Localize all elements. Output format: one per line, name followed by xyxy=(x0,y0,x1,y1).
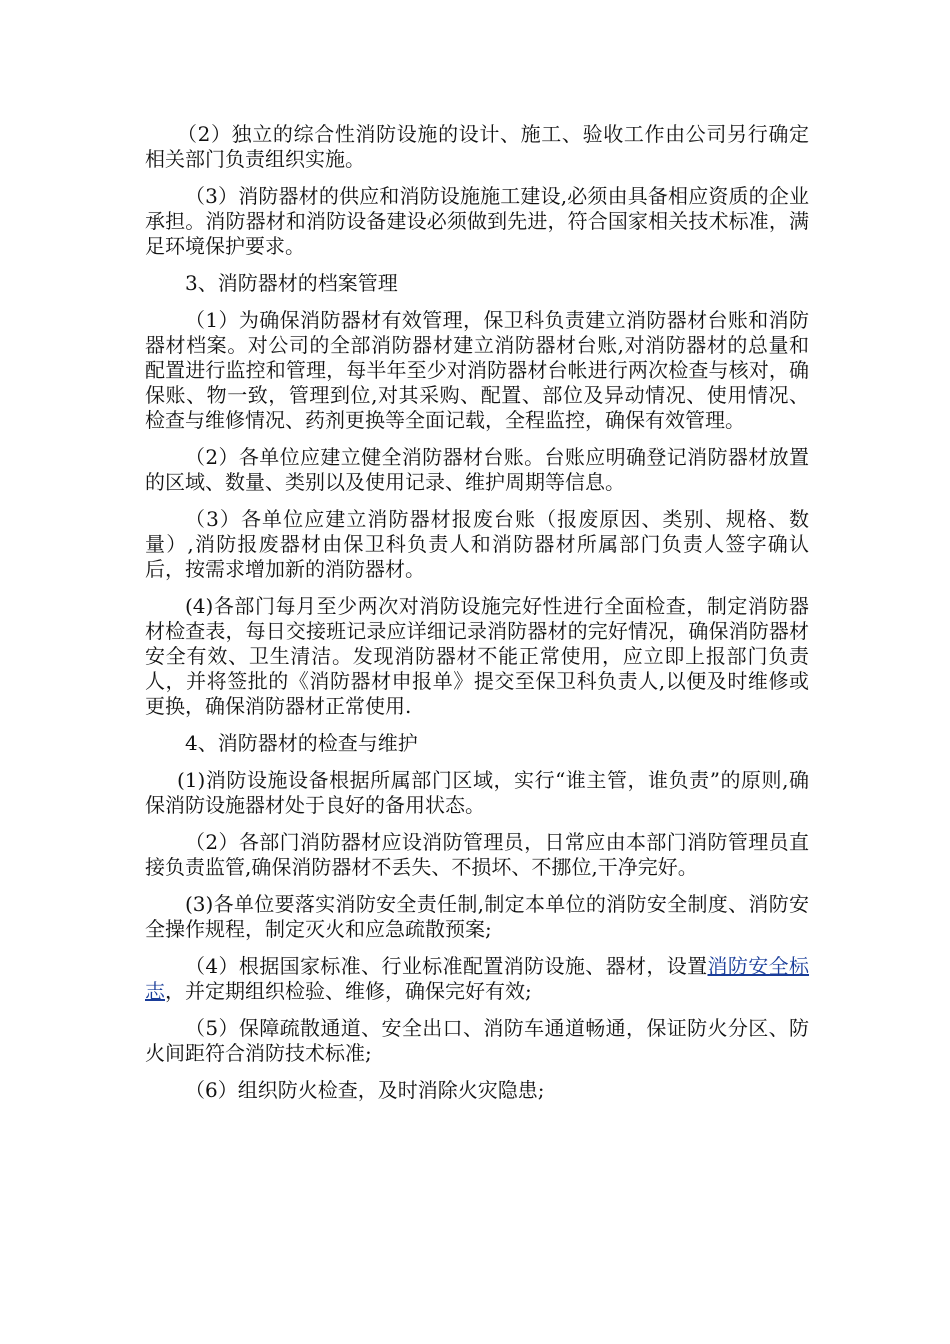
paragraph-responsibility-principle: (1)消防设施设备根据所属部门区域，实行“谁主管，谁负责”的原则,确保消防设施器材处于良好的备用状态。 xyxy=(145,768,809,817)
document-body xyxy=(145,122,809,1115)
paragraph-ledger-archive: （1）为确保消防器材有效管理，保卫科负责建立消防器材台账和消防器材档案。对公司的全部消防器材建立消防器材台账,对消防器材的总量和配置进行监控和管理，每半年至少对消防器材台帐进行两次检查与核对，确保账、物一致，管理到位,对其采购、配置、部位及异动情况、使用情况、检查与维修情况、药剂更换等全面记载，全程监控，确保有效管理。 xyxy=(145,308,809,432)
paragraph-supply-qualification: （3）消防器材的供应和消防设施施工建设,必须由具备相应资质的企业承担。消防器材和消防设备建设必须做到先进，符合国家相关技术标准，满足环境保护要求。 xyxy=(145,184,809,258)
paragraph-monthly-inspection: (4)各部门每月至少两次对消防设施完好性进行全面检查，制定消防器材检查表，每日交接班记录应详细记录消防器材的完好情况，确保消防器材安全有效、卫生清洁。发现消防器材不能正常使用，应立即上报部门负责人，并将签批的《消防器材申报单》提交至保卫科负责人,以便及时维修或更换，确保消防器材正常使用. xyxy=(145,594,809,718)
paragraph-unit-ledger: （2）各单位应建立健全消防器材台账。台账应明确登记消防器材放置的区域、数量、类别以及使用记录、维护周期等信息。 xyxy=(145,445,809,494)
paragraph-design-construction: （2）独立的综合性消防设施的设计、施工、验收工作由公司另行确定相关部门负责组织实施。 xyxy=(145,122,809,171)
paragraph-standard-configuration-after: ，并定期组织检验、维修，确保完好有效; xyxy=(165,979,532,1003)
paragraph-fire-inspection: （6）组织防火检查，及时消除火灾隐患; xyxy=(185,1078,545,1102)
section-heading-inspection-maintenance: 4、消防器材的检查与维护 xyxy=(185,731,418,755)
fire-safety-sign-link[interactable]: 消防安全标志 xyxy=(145,954,810,1003)
paragraph-standard-configuration xyxy=(145,954,809,1004)
paragraph-standard-configuration-before: （4）根据国家标准、行业标准配置消防设施、器材，设置 xyxy=(185,954,708,978)
paragraph-safety-responsibility: (3)各单位要落实消防安全责任制,制定本单位的消防安全制度、消防安全操作规程，制定灭火和应急疏散预案; xyxy=(145,892,809,941)
paragraph-scrap-ledger: （3）各单位应建立消防器材报废台账（报废原因、类别、规格、数量）,消防报废器材由保卫科负责人和消防器材所属部门负责人签字确认后，按需求增加新的消防器材。 xyxy=(145,507,809,581)
section-heading-archive-management: 3、消防器材的档案管理 xyxy=(185,271,398,295)
paragraph-evacuation-routes: （5）保障疏散通道、安全出口、消防车通道畅通，保证防火分区、防火间距符合消防技术标准; xyxy=(145,1016,809,1065)
paragraph-fire-manager: （2）各部门消防器材应设消防管理员，日常应由本部门消防管理员直接负责监管,确保消防器材不丢失、不损坏、不挪位,干净完好。 xyxy=(145,830,809,879)
